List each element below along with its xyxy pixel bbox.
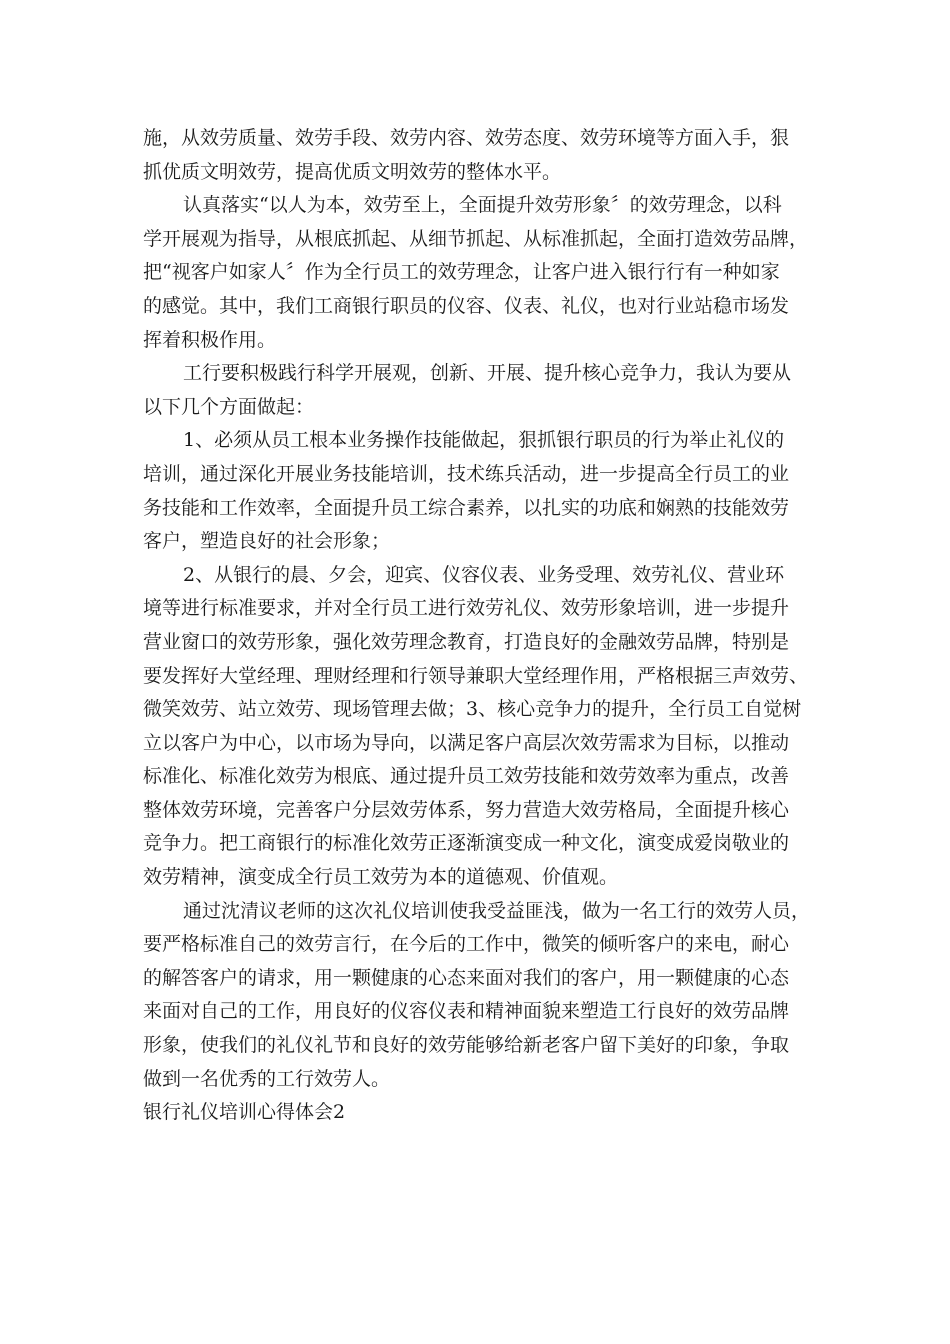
paragraph-5 [143, 559, 823, 895]
text-line: 培训，通过深化开展业务技能培训，技术练兵活动，进一步提高全行员工的业 [143, 462, 790, 485]
text-line: 客户，塑造良好的社会形象； [143, 530, 391, 553]
text-line: 1、必须从员工根本业务操作技能做起，狠抓银行职员的行为举止礼仪的 [183, 429, 785, 452]
paragraph-4 [143, 424, 823, 558]
text-line: 2、从银行的晨、夕会，迎宾、仪容仪表、业务受理、效劳礼仪、营业环 [183, 563, 785, 586]
text-line: 通过沈清议老师的这次礼仪培训使我受益匪浅，做为一名工行的效劳人员， [183, 899, 811, 922]
paragraph-2 [143, 189, 823, 357]
text-line: 整体效劳环境，完善客户分层效劳体系，努力营造大效劳格局，全面提升核心 [143, 798, 790, 821]
text-line: 务技能和工作效率，全面提升员工综合素养，以扎实的功底和娴熟的技能效劳 [143, 496, 790, 519]
paragraph-1 [143, 122, 823, 189]
text-line: 效劳精神，演变成全行员工效劳为本的道德观、价值观。 [143, 866, 619, 889]
document-page [143, 122, 823, 1130]
text-line: 立以客户为中心，以市场为导向，以满足客户高层次效劳需求为目标，以推动 [143, 731, 790, 754]
text-line: 标准化、标准化效劳为根底、通过提升员工效劳技能和效劳效率为重点，改善 [143, 765, 790, 788]
text-line: 做到一名优秀的工行效劳人。 [143, 1067, 391, 1090]
heading-line: 银行礼仪培训心得体会2 [143, 1101, 346, 1124]
text-line: 要严格标准自己的效劳言行，在今后的工作中，微笑的倾听客户的来电，耐心 [143, 933, 790, 956]
paragraph-3 [143, 357, 823, 424]
text-line: 学开展观为指导，从根底抓起、从细节抓起、从标准抓起，全面打造效劳品牌， [143, 227, 809, 250]
text-line: 认真落实“以人为本，效劳至上，全面提升效劳形象〞的效劳理念，以科 [183, 194, 782, 217]
section-heading [143, 1096, 823, 1130]
text-line: 要发挥好大堂经理、理财经理和行领导兼职大堂经理作用，严格根据三声效劳、 [143, 664, 809, 687]
text-line: 形象，使我们的礼仪礼节和良好的效劳能够给新老客户留下美好的印象，争取 [143, 1034, 790, 1057]
text-line: 挥着积极作用。 [143, 328, 277, 351]
text-line: 的解答客户的请求，用一颗健康的心态来面对我们的客户，用一颗健康的心态 [143, 966, 790, 989]
text-line: 以下几个方面做起： [143, 395, 315, 418]
text-line: 竞争力。把工商银行的标准化效劳正逐渐演变成一种文化，演变成爱岗敬业的 [143, 832, 790, 855]
text-line: 来面对自己的工作，用良好的仪容仪表和精神面貌来塑造工行良好的效劳品牌 [143, 1000, 790, 1023]
text-line: 抓优质文明效劳，提高优质文明效劳的整体水平。 [143, 160, 562, 183]
text-line: 工行要积极践行科学开展观，创新、开展、提升核心竞争力，我认为要从 [183, 362, 792, 385]
text-line: 境等进行标准要求，并对全行员工进行效劳礼仪、效劳形象培训，进一步提升 [143, 597, 790, 620]
paragraph-6 [143, 895, 823, 1097]
text-line: 微笑效劳、站立效劳、现场管理去做；3、核心竞争力的提升，全行员工自觉树 [143, 698, 802, 721]
text-line: 把“视客户如家人〞作为全行员工的效劳理念，让客户进入银行行有一种如家 [143, 261, 780, 284]
text-line: 营业窗口的效劳形象，强化效劳理念教育，打造良好的金融效劳品牌，特别是 [143, 630, 790, 653]
text-line: 的感觉。其中，我们工商银行职员的仪容、仪表、礼仪，也对行业站稳市场发 [143, 294, 790, 317]
text-line: 施，从效劳质量、效劳手段、效劳内容、效劳态度、效劳环境等方面入手，狠 [143, 127, 790, 149]
